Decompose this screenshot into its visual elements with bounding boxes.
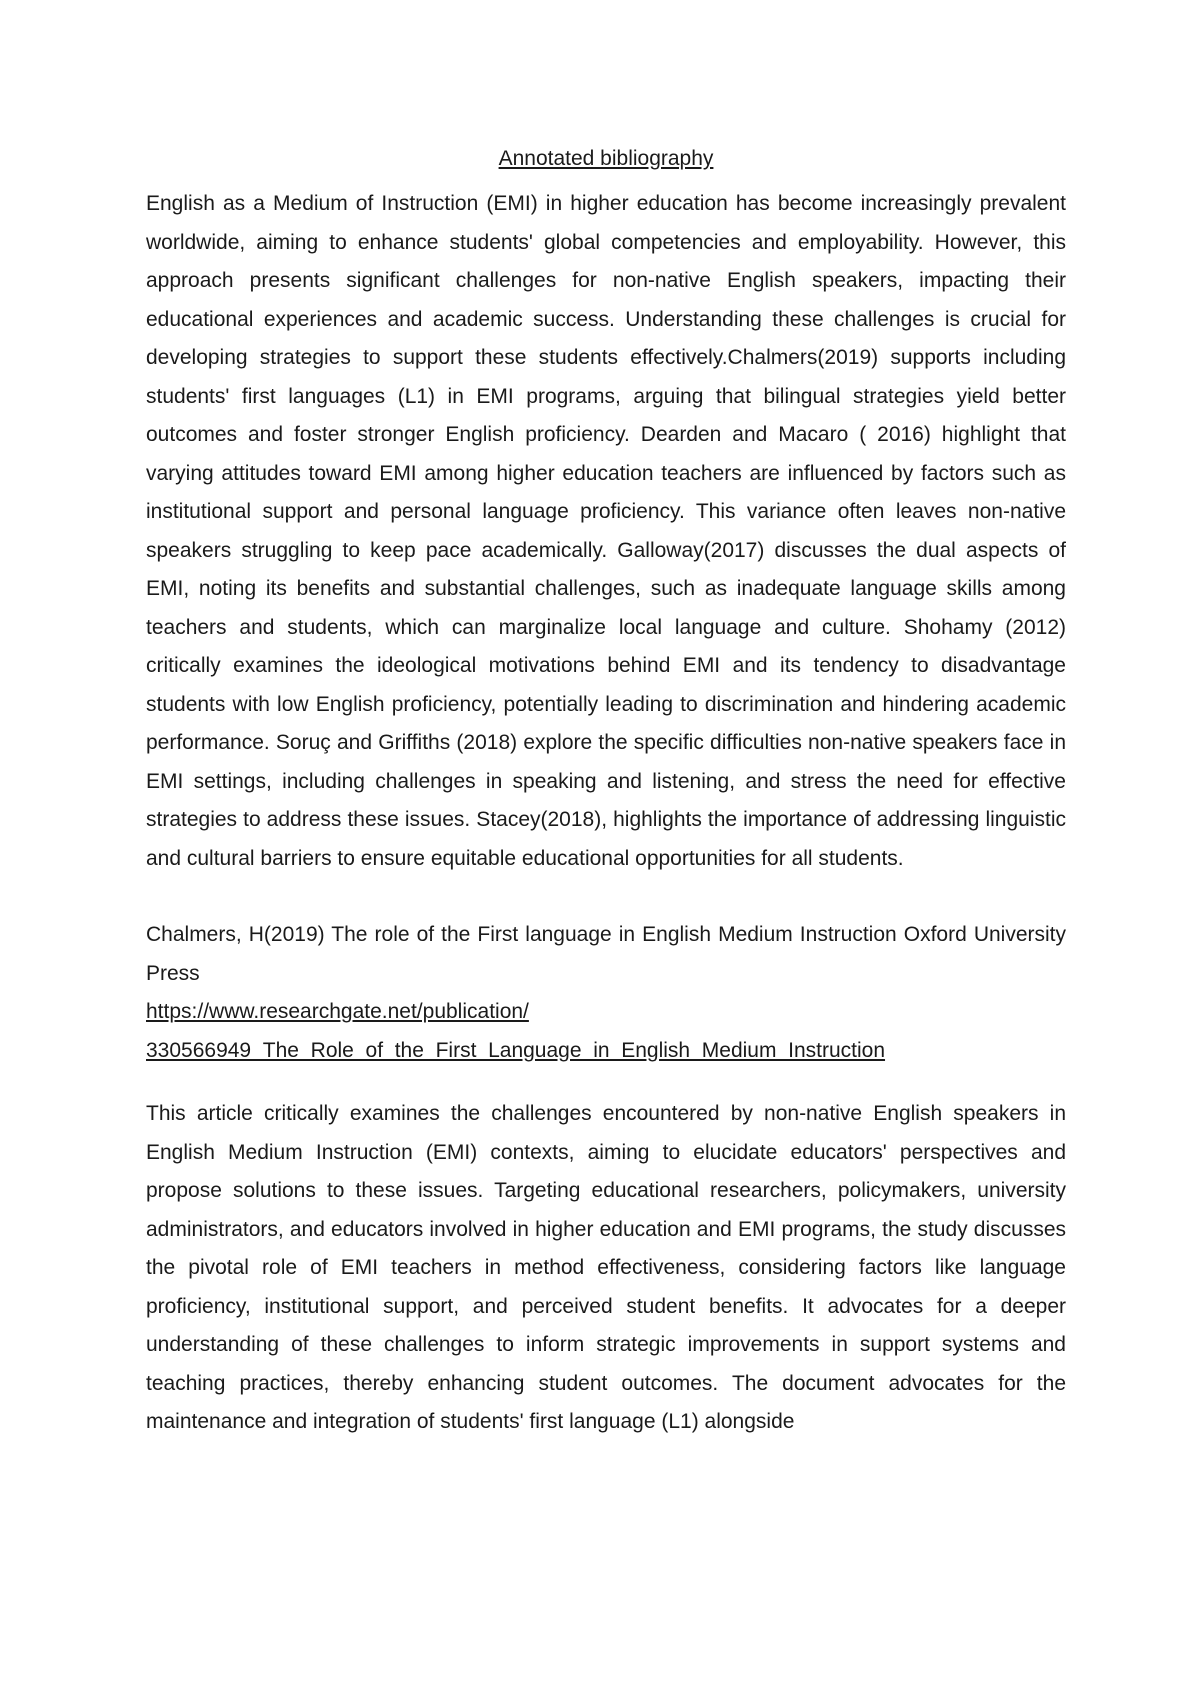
document-body: [146, 143, 1066, 1442]
reference-link-line-1[interactable]: https://www.researchgate.net/publication/: [146, 1000, 529, 1023]
reference-link-line-2[interactable]: 330566949_The_Role_of_the_First_Language_in_English_Medium_Instruction: [146, 1038, 886, 1062]
annotation-paragraph: This article critically examines the challenges encountered by non-native English speakers in English Medium Instruction (EMI) contexts, aiming to elucidate educators' perspectives and propose solutions to these issues. Targeting educational researchers, policymakers, university administrators, and educators involved in higher education and EMI programs, the study discusses the pivotal role of EMI teachers in method effectiveness, considering factors like language proficiency, institutional support, and perceived student benefits. It advocates for a deeper understanding of these challenges to inform strategic improvements in support systems and teaching practices, thereby enhancing student outcomes. The document advocates for the maintenance and integration of students' first language (L1) alongside: [146, 1102, 1066, 1433]
document-title: Annotated bibliography: [498, 147, 714, 170]
intro-paragraph: English as a Medium of Instruction (EMI) in higher education has become increasingly prevalent worldwide, aiming to enhance students' global competencies and employability. However, this approach presents significant challenges for non-native English speakers, impacting their educational experiences and academic success. Understanding these challenges is crucial for developing strategies to support these students effectively.Chalmers(2019) supports including students' first languages (L1) in EMI programs, arguing that bilingual strategies yield better outcomes and foster stronger English proficiency. Dearden and Macaro ( 2016) highlight that varying attitudes toward EMI among higher education teachers are influenced by factors such as institutional support and personal language proficiency. This variance often leaves non-native speakers struggling to keep pace academically. Galloway(2017) discusses the dual aspects of EMI, noting its benefits and substantial challenges, such as inadequate language skills among teachers and students, which can marginalize local language and culture. Shohamy (2012) critically examines the ideological motivations behind EMI and its tendency to disadvantage students with low English proficiency, potentially leading to discrimination and hindering academic performance. Soruç and Griffiths (2018) explore the specific difficulties non-native speakers face in EMI settings, including challenges in speaking and listening, and stress the need for effective strategies to address these issues. Stacey(2018), highlights the importance of addressing linguistic and cultural barriers to ensure equitable educational opportunities for all students.: [146, 192, 1066, 870]
reference-citation: Chalmers, H(2019) The role of the First language in English Medium Instruction Oxford University Press: [146, 923, 1066, 985]
